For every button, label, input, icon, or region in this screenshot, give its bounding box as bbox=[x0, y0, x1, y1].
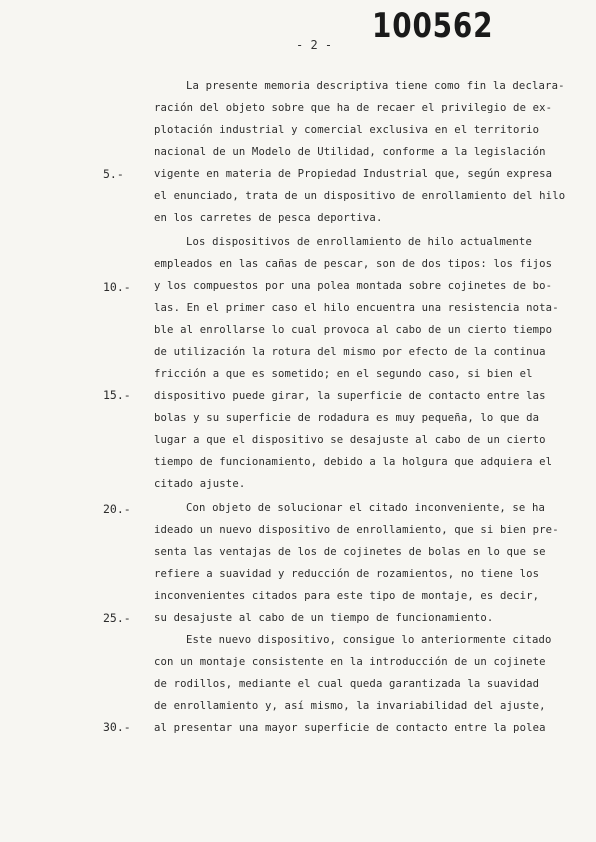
body-line: Los dispositivos de enrollamiento de hilo actualmente bbox=[186, 236, 532, 248]
line-number-marker: 5.- bbox=[103, 167, 124, 181]
body-line: su desajuste al cabo de un tiempo de funcionamiento. bbox=[154, 612, 494, 624]
page-number: - 2 - bbox=[296, 38, 333, 52]
body-line: plotación industrial y comercial exclusiva en el territorio bbox=[154, 124, 540, 136]
body-line: Con objeto de solucionar el citado inconveniente, se ha bbox=[186, 502, 546, 514]
body-line: al presentar una mayor superficie de contacto entre la polea bbox=[154, 722, 546, 734]
body-line: y los compuestos por una polea montada sobre cojinetes de bo- bbox=[154, 280, 553, 292]
body-line: lugar a que el dispositivo se desajuste al cabo de un cierto bbox=[154, 434, 546, 446]
line-number-marker: 10.- bbox=[103, 280, 131, 294]
body-line: en los carretes de pesca deportiva. bbox=[154, 212, 383, 224]
body-line: empleados en las cañas de pescar, son de dos tipos: los fijos bbox=[154, 258, 553, 270]
body-line: ble al enrollarse lo cual provoca al cabo de un cierto tiempo bbox=[154, 324, 553, 336]
body-line: nacional de un Modelo de Utilidad, conforme a la legislación bbox=[154, 146, 546, 158]
body-line: Este nuevo dispositivo, consigue lo anteriormente citado bbox=[186, 634, 552, 646]
body-line: La presente memoria descriptiva tiene como fin la declara- bbox=[186, 80, 565, 92]
document-number: 100562 bbox=[372, 6, 494, 46]
body-line: dispositivo puede girar, la superficie de contacto entre las bbox=[154, 390, 546, 402]
body-line: las. En el primer caso el hilo encuentra una resistencia nota- bbox=[154, 302, 559, 314]
body-line: inconvenientes citados para este tipo de montaje, es decir, bbox=[154, 590, 540, 602]
line-number-marker: 25.- bbox=[103, 611, 131, 625]
line-number-marker: 15.- bbox=[103, 388, 131, 402]
body-line: bolas y su superficie de rodadura es muy pequeña, lo que da bbox=[154, 412, 540, 424]
line-number-marker: 20.- bbox=[103, 502, 131, 516]
body-line: tiempo de funcionamiento, debido a la holgura que adquiera el bbox=[154, 456, 553, 468]
body-line: ideado un nuevo dispositivo de enrollamiento, que si bien pre- bbox=[154, 524, 559, 536]
body-line: senta las ventajas de los de cojinetes de bolas en lo que se bbox=[154, 546, 546, 558]
body-line: con un montaje consistente en la introducción de un cojinete bbox=[154, 656, 546, 668]
body-line: de rodillos, mediante el cual queda garantizada la suavidad bbox=[154, 678, 540, 690]
body-line: de utilización la rotura del mismo por efecto de la continua bbox=[154, 346, 546, 358]
body-line: de enrollamiento y, así mismo, la invariabilidad del ajuste, bbox=[154, 700, 546, 712]
line-number-marker: 30.- bbox=[103, 720, 131, 734]
body-line: refiere a suavidad y reducción de rozamientos, no tiene los bbox=[154, 568, 540, 580]
body-line: vigente en materia de Propiedad Industrial que, según expresa bbox=[154, 168, 553, 180]
body-line: citado ajuste. bbox=[154, 478, 246, 490]
body-line: fricción a que es sometido; en el segundo caso, si bien el bbox=[154, 368, 533, 380]
body-line: el enunciado, trata de un dispositivo de enrollamiento del hilo bbox=[154, 190, 566, 202]
body-line: ración del objeto sobre que ha de recaer el privilegio de ex- bbox=[154, 102, 553, 114]
